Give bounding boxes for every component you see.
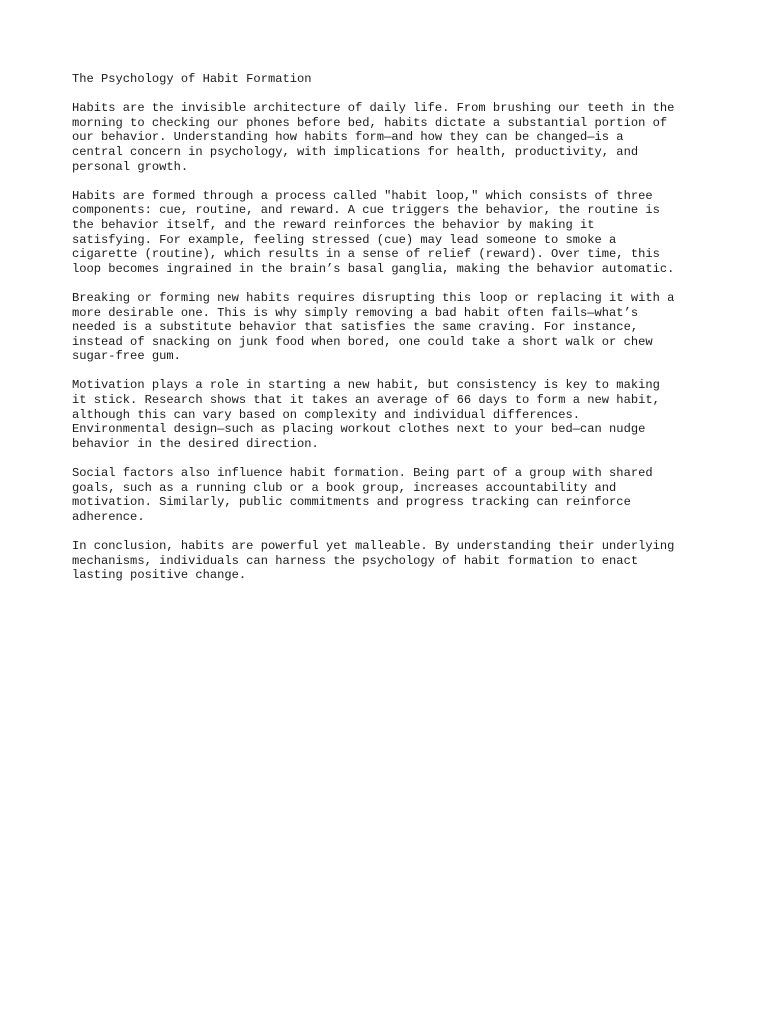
text-line: satisfying. For example, feeling stressed (cue) may lead someone to smoke a [72,232,617,247]
text-line: Environmental design—such as placing workout clothes next to your bed—can nudge [72,422,646,437]
document-title: The Psychology of Habit Formation [72,72,312,86]
document-page [72,72,712,597]
text-line: components: cue, routine, and reward. A cue triggers the behavior, the routine is [72,203,660,218]
text-line: our behavior. Understanding how habits form—and how they can be changed—is a [72,130,624,145]
text-line: although this can vary based on complexity and individual differences. [72,407,581,422]
text-line: Breaking or forming new habits requires disrupting this loop or replacing it with a [72,290,675,305]
text-line: instead of snacking on junk food when bored, one could take a short walk or chew [72,334,653,349]
text-line: adherence. [72,509,145,524]
text-line: cigarette (routine), which results in a sense of relief (reward). Over time, this [72,247,660,262]
paragraph-6 [72,539,712,583]
text-line: loop becomes ingrained in the brain’s basal ganglia, making the behavior automatic. [72,261,675,276]
text-line: motivation. Similarly, public commitments and progress tracking can reinforce [72,495,631,510]
text-line: behavior in the desired direction. [72,436,319,451]
text-line: lasting positive change. [72,568,247,583]
text-line: it stick. Research shows that it takes an average of 66 days to form a new habit, [72,393,660,408]
text-line: In conclusion, habits are powerful yet malleable. By understanding their underlying [72,539,675,553]
text-line: needed is a substitute behavior that satisfies the same craving. For instance, [72,320,639,335]
text-line: the behavior itself, and the reward reinforces the behavior by making it [72,217,595,232]
text-line: personal growth. [72,159,189,174]
paragraph-2 [72,189,712,277]
text-line: more desirable one. This is why simply removing a bad habit often fails—what’s [72,305,639,320]
text-line: Social factors also influence habit formation. Being part of a group with shared [72,466,653,481]
text-line: mechanisms, individuals can harness the psychology of habit formation to enact [72,553,639,568]
text-line: Habits are formed through a process called "habit loop," which consists of three [72,188,653,203]
paragraph-5 [72,466,712,524]
paragraph-1 [72,101,712,174]
text-line: morning to checking our phones before bed, habits dictate a substantial portion of [72,115,668,130]
text-line: central concern in psychology, with implications for health, productivity, and [72,144,639,159]
text-line: Habits are the invisible architecture of daily life. From brushing our teeth in the [72,101,675,116]
text-line: sugar-free gum. [72,349,181,364]
paragraph-3 [72,291,712,364]
text-line: Motivation plays a role in starting a new habit, but consistency is key to making [72,378,660,393]
paragraph-4 [72,378,712,451]
text-line: goals, such as a running club or a book group, increases accountability and [72,480,617,495]
